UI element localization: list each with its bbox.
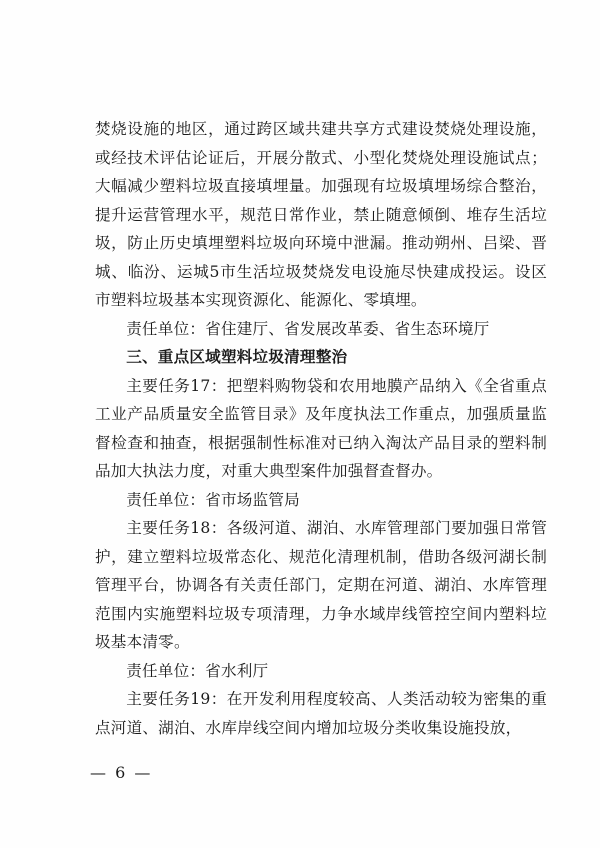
task-17-paragraph: 主要任务17：把塑料购物袋和农用地膜产品纳入《全省重点工业产品质量安全监管目录》及年度执法工作重点，加强质量监督检查和抽查，根据强制性标准对已纳入淘汰产品目录的塑料制品加大执法力度，对重大典型案件加强督查督办。 bbox=[95, 376, 547, 480]
section-heading-3: 三、重点区域塑料垃圾清理整治 bbox=[126, 348, 348, 366]
task-18-paragraph: 主要任务18：各级河道、湖泊、水库管理部门要加强日常管护，建立塑料垃圾常态化、规范化清理机制，借助各级河湖长制管理平台，协调各有关责任部门，定期在河道、湖泊、水库管理范围内实施塑料垃圾专项清理，力争水域岸线管控空间内塑料垃圾基本清零。 bbox=[95, 519, 547, 651]
document-body bbox=[95, 115, 547, 742]
responsible-unit-1: 责任单位：省住建厅、省发展改革委、省生态环境厅 bbox=[126, 319, 490, 338]
responsible-unit-2: 责任单位：省市场监管局 bbox=[126, 490, 300, 509]
responsible-unit-3: 责任单位：省水利厅 bbox=[126, 661, 269, 680]
task-19-paragraph: 主要任务19：在开发利用程度较高、人类活动较为密集的重点河道、湖泊、水库岸线空间内增加垃圾分类收集设施投放， bbox=[95, 690, 547, 737]
paragraph-incineration: 焚烧设施的地区，通过跨区域共建共享方式建设焚烧处理设施，或经技术评估论证后，开展分散式、小型化焚烧处理设施试点；大幅减少塑料垃圾直接填埋量。加强现有垃圾填埋场综合整治，提升运营管理水平，规范日常作业，禁止随意倾倒、堆存生活垃圾，防止历史填埋塑料垃圾向环境中泄漏。推动朔州、吕梁、晋城、临汾、运城5市生活垃圾焚烧发电设施尽快建成投运。设区市塑料垃圾基本实现资源化、能源化、零填埋。 bbox=[95, 120, 547, 309]
page-number: — 6 — bbox=[90, 763, 153, 782]
